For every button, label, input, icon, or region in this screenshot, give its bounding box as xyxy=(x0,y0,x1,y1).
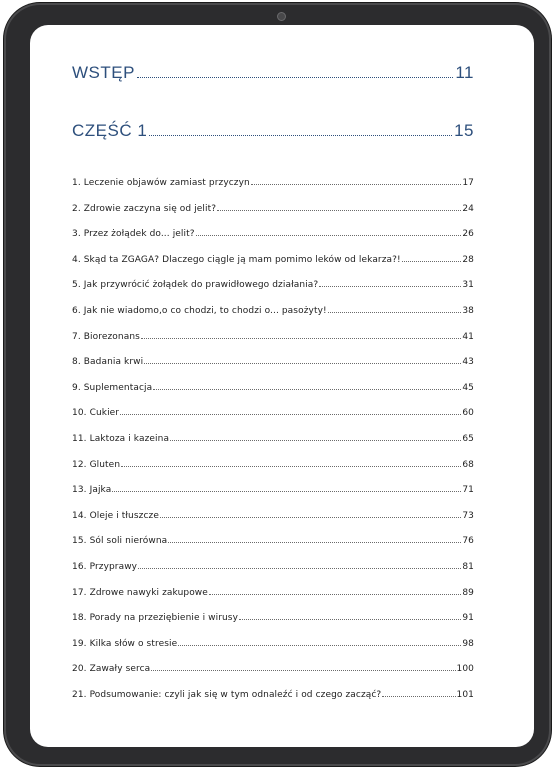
toc-item-title: 14. Oleje i tłuszcze xyxy=(72,510,159,521)
dot-leader xyxy=(402,261,462,262)
screen xyxy=(30,25,534,747)
dot-leader xyxy=(170,440,461,441)
dot-leader xyxy=(178,645,461,646)
toc-item-title: 5. Jak przywrócić żołądek do prawidłowego działania? xyxy=(72,280,319,291)
dot-leader xyxy=(239,619,461,620)
dot-leader xyxy=(144,363,461,364)
toc-item-page: 68 xyxy=(462,459,474,470)
toc-item-title: 2. Zdrowie zaczyna się od jelit? xyxy=(72,203,217,214)
toc-item[interactable] xyxy=(72,178,474,204)
toc-item[interactable] xyxy=(72,536,474,562)
toc-item-title: 13. Jajka xyxy=(72,485,112,496)
toc-item-title: 12. Gluten xyxy=(72,459,121,470)
toc-item-title: 6. Jak nie wiadomo,o co chodzi, to chodzi o... pasożyty! xyxy=(72,305,327,316)
toc-item-page: 26 xyxy=(462,229,474,240)
dot-leader xyxy=(153,389,461,390)
toc-item-page: 17 xyxy=(462,178,474,188)
dot-leader xyxy=(160,517,461,518)
dot-leader xyxy=(319,286,461,287)
toc-item-title: 10. Cukier xyxy=(72,408,120,419)
section-page: 11 xyxy=(455,63,474,82)
toc-item-title: 9. Suplementacja xyxy=(72,382,153,393)
toc-item-title: 8. Badania krwi xyxy=(72,357,144,368)
section-title: CZĘŚĆ 1 xyxy=(72,121,148,140)
toc-item-title: 4. Skąd ta ZGAGA? Dlaczego ciągle ją mam pomimo leków od lekarza?! xyxy=(72,254,401,265)
toc-item-page: 81 xyxy=(462,561,474,572)
section-title: WSTĘP xyxy=(72,63,135,82)
toc-item[interactable] xyxy=(72,332,474,358)
dot-leader xyxy=(251,184,462,185)
toc-item[interactable] xyxy=(72,460,474,486)
toc-item-title: 18. Porady na przeziębienie i wirusy xyxy=(72,613,239,624)
toc-item[interactable] xyxy=(72,434,474,460)
camera-icon xyxy=(277,12,286,21)
toc-item[interactable] xyxy=(72,357,474,383)
toc-item-page: 73 xyxy=(462,510,474,521)
dot-leader xyxy=(168,542,461,543)
dot-leader xyxy=(151,670,455,671)
toc-item-page: 71 xyxy=(462,485,474,496)
toc-item-title: 17. Zdrowe nawyki zakupowe xyxy=(72,587,208,598)
dot-leader xyxy=(196,235,462,236)
dot-leader xyxy=(217,210,461,211)
toc-item-page: 45 xyxy=(462,382,474,393)
tablet-frame xyxy=(4,3,551,766)
toc-item-page: 41 xyxy=(462,331,474,342)
toc-item-title: 19. Kilka słów o stresie xyxy=(72,638,178,649)
toc-item-page: 101 xyxy=(456,689,474,700)
toc-item-page: 98 xyxy=(462,638,474,649)
toc-item-page: 91 xyxy=(462,613,474,624)
dot-leader xyxy=(112,491,461,492)
dot-leader xyxy=(141,338,461,339)
toc-item[interactable] xyxy=(72,255,474,281)
toc-item[interactable] xyxy=(72,204,474,230)
toc-item[interactable] xyxy=(72,511,474,537)
dot-leader xyxy=(149,135,452,136)
toc-item-page: 31 xyxy=(462,280,474,291)
toc-item-title: 20. Zawały serca xyxy=(72,664,151,675)
dot-leader xyxy=(121,466,461,467)
dot-leader xyxy=(328,312,462,313)
toc-item[interactable] xyxy=(72,588,474,614)
toc-item-page: 38 xyxy=(462,305,474,316)
section-intro[interactable] xyxy=(72,63,474,83)
toc-item-title: 11. Laktoza i kazeina xyxy=(72,433,170,444)
toc-item-page: 65 xyxy=(462,433,474,444)
toc-item-title: 16. Przyprawy xyxy=(72,561,138,572)
toc-item[interactable] xyxy=(72,690,474,716)
toc-item[interactable] xyxy=(72,408,474,434)
toc-item-title: 3. Przez żołądek do... jelit? xyxy=(72,229,195,240)
toc-item[interactable] xyxy=(72,485,474,511)
dot-leader xyxy=(137,77,453,78)
section-part-1[interactable] xyxy=(72,121,474,141)
toc-item[interactable] xyxy=(72,383,474,409)
dot-leader xyxy=(120,414,461,415)
toc-item-page: 89 xyxy=(462,587,474,598)
toc-item-page: 43 xyxy=(462,357,474,368)
toc-item[interactable] xyxy=(72,280,474,306)
toc-item[interactable] xyxy=(72,639,474,665)
toc-item-page: 76 xyxy=(462,536,474,547)
toc-item-title: 21. Podsumowanie: czyli jak się w tym odnaleźć i od czego zacząć? xyxy=(72,689,382,700)
dot-leader xyxy=(209,594,461,595)
toc-item-page: 24 xyxy=(462,203,474,214)
toc-item-page: 60 xyxy=(462,408,474,419)
toc-item[interactable] xyxy=(72,562,474,588)
dot-leader xyxy=(382,696,455,697)
toc-item-title: 7. Biorezonans xyxy=(72,331,140,342)
table-of-contents xyxy=(72,178,474,715)
toc-item-title: 1. Leczenie objawów zamiast przyczyn xyxy=(72,178,250,188)
toc-item-page: 28 xyxy=(462,254,474,265)
toc-item[interactable] xyxy=(72,229,474,255)
toc-item-page: 100 xyxy=(456,664,474,675)
toc-item[interactable] xyxy=(72,664,474,690)
toc-item[interactable] xyxy=(72,306,474,332)
toc-item[interactable] xyxy=(72,613,474,639)
toc-item-title: 15. Sól soli nierówna xyxy=(72,536,168,547)
section-page: 15 xyxy=(454,121,474,140)
dot-leader xyxy=(138,568,461,569)
